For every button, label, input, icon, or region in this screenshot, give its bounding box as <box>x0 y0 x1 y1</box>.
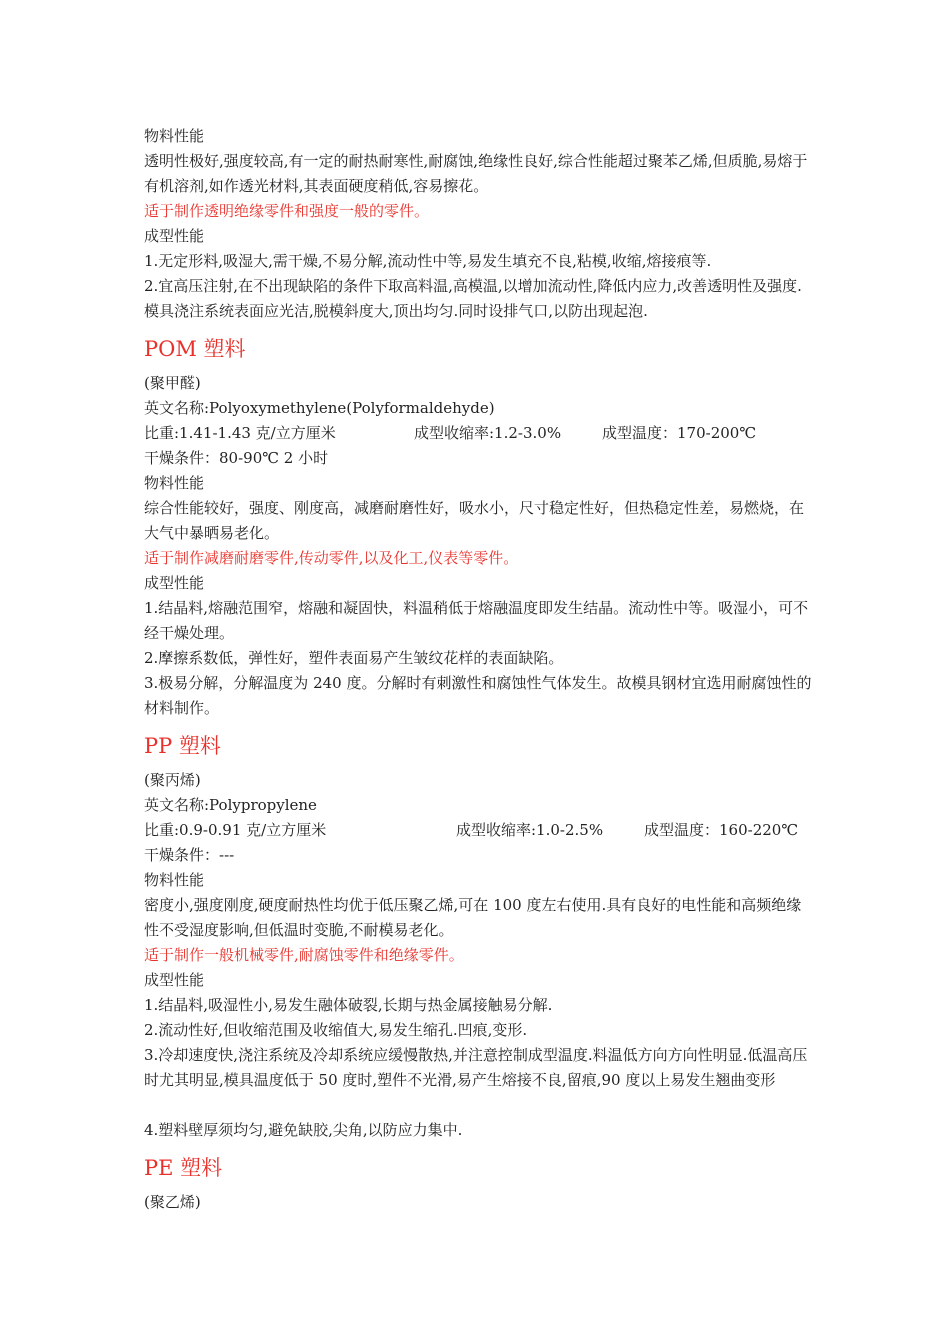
drying: 干燥条件：--- <box>144 846 235 864</box>
section-title: 物料性能 <box>144 127 205 145</box>
section-title: 物料性能 <box>144 474 205 492</box>
list-item: 1.结晶料,吸湿性小,易发生融体破裂,长期与热金属接触易分解. <box>144 996 553 1014</box>
pe-heading: PE 塑料 <box>144 1156 223 1180</box>
density: 比重:0.9-0.91 克/立方厘米 <box>144 821 327 839</box>
paragraph: 密度小,强度刚度,硬度耐热性均优于低压聚乙烯,可在 100 度左右使用.具有良好的电性能和高频绝缘性不受湿度影响,但低温时变脆,不耐模易老化。 <box>144 896 802 939</box>
list-item: 2.摩擦系数低，弹性好，塑件表面易产生皱纹花样的表面缺陷。 <box>144 649 564 667</box>
usage-note: 适于制作透明绝缘零件和强度一般的零件。 <box>144 202 430 220</box>
paragraph: 透明性极好,强度较高,有一定的耐热耐寒性,耐腐蚀,绝缘性良好,综合性能超过聚苯乙烯,但质脆,易熔于有机溶剂,如作透光材料,其表面硬度稍低,容易擦花。 <box>144 152 808 195</box>
en-name: 英文名称:Polyoxymethylene(Polyformaldehyde) <box>144 399 495 417</box>
list-item: 4.塑料壁厚须均匀,避免缺胶,尖角,以防应力集中. <box>144 1121 463 1139</box>
section-title: 成型性能 <box>144 574 205 592</box>
pom-heading: POM 塑料 <box>144 337 246 361</box>
list-item: 1.结晶料,熔融范围窄，熔融和凝固快，料温稍低于熔融温度即发生结晶。流动性中等。吸湿小，可不经干燥处理。 <box>144 599 809 642</box>
list-item: 3.极易分解，分解温度为 240 度。分解时有刺激性和腐蚀性气体发生。故模具钢材宜选用耐腐蚀性的材料制作。 <box>144 674 812 717</box>
paragraph: 综合性能较好，强度、刚度高，减磨耐磨性好，吸水小，尺寸稳定性好，但热稳定性差，易燃烧，在大气中暴晒易老化。 <box>144 499 805 542</box>
usage-note: 适于制作减磨耐磨零件,传动零件,以及化工,仪表等零件。 <box>144 549 519 567</box>
section-title: 成型性能 <box>144 227 205 245</box>
en-name: 英文名称:Polypropylene <box>144 796 317 814</box>
spec-row <box>144 421 812 446</box>
section-title: 成型性能 <box>144 971 205 989</box>
list-item: 1.无定形料,吸湿大,需干燥,不易分解,流动性中等,易发生填充不良,粘模,收缩,熔接痕等. <box>144 252 712 270</box>
cn-name: (聚乙烯) <box>144 1193 201 1211</box>
list-item: 3.冷却速度快,浇注系统及冷却系统应缓慢散热,并注意控制成型温度.料温低方向方向性明显.低温高压时尤其明显,模具温度低于 50 度时,塑件不光滑,易产生熔接不良,留痕,90 度以上易发生翘曲变形 <box>144 1046 808 1089</box>
section-title: 物料性能 <box>144 871 205 889</box>
cn-name: (聚甲醛) <box>144 374 201 392</box>
usage-note: 适于制作一般机械零件,耐腐蚀零件和绝缘零件。 <box>144 946 464 964</box>
molding-temp: 成型温度：170-200℃ <box>602 424 757 442</box>
shrinkage: 成型收缩率:1.0-2.5% <box>456 821 604 839</box>
pp-heading: PP 塑料 <box>144 734 221 758</box>
molding-temp: 成型温度：160-220℃ <box>644 821 799 839</box>
document-page <box>144 124 812 1215</box>
list-item: 2.宜高压注射,在不出现缺陷的条件下取高料温,高模温,以增加流动性,降低内应力,改善透明性及强度.模具浇注系统表面应光洁,脱模斜度大,顶出均匀.同时设排气口,以防出现起泡. <box>144 277 802 320</box>
shrinkage: 成型收缩率:1.2-3.0% <box>414 424 562 442</box>
list-item: 2.流动性好,但收缩范围及收缩值大,易发生缩孔.凹痕,变形. <box>144 1021 528 1039</box>
density: 比重:1.41-1.43 克/立方厘米 <box>144 424 336 442</box>
drying: 干燥条件：80-90℃ 2 小时 <box>144 449 329 467</box>
cn-name: (聚丙烯) <box>144 771 201 789</box>
spec-row <box>144 818 812 843</box>
